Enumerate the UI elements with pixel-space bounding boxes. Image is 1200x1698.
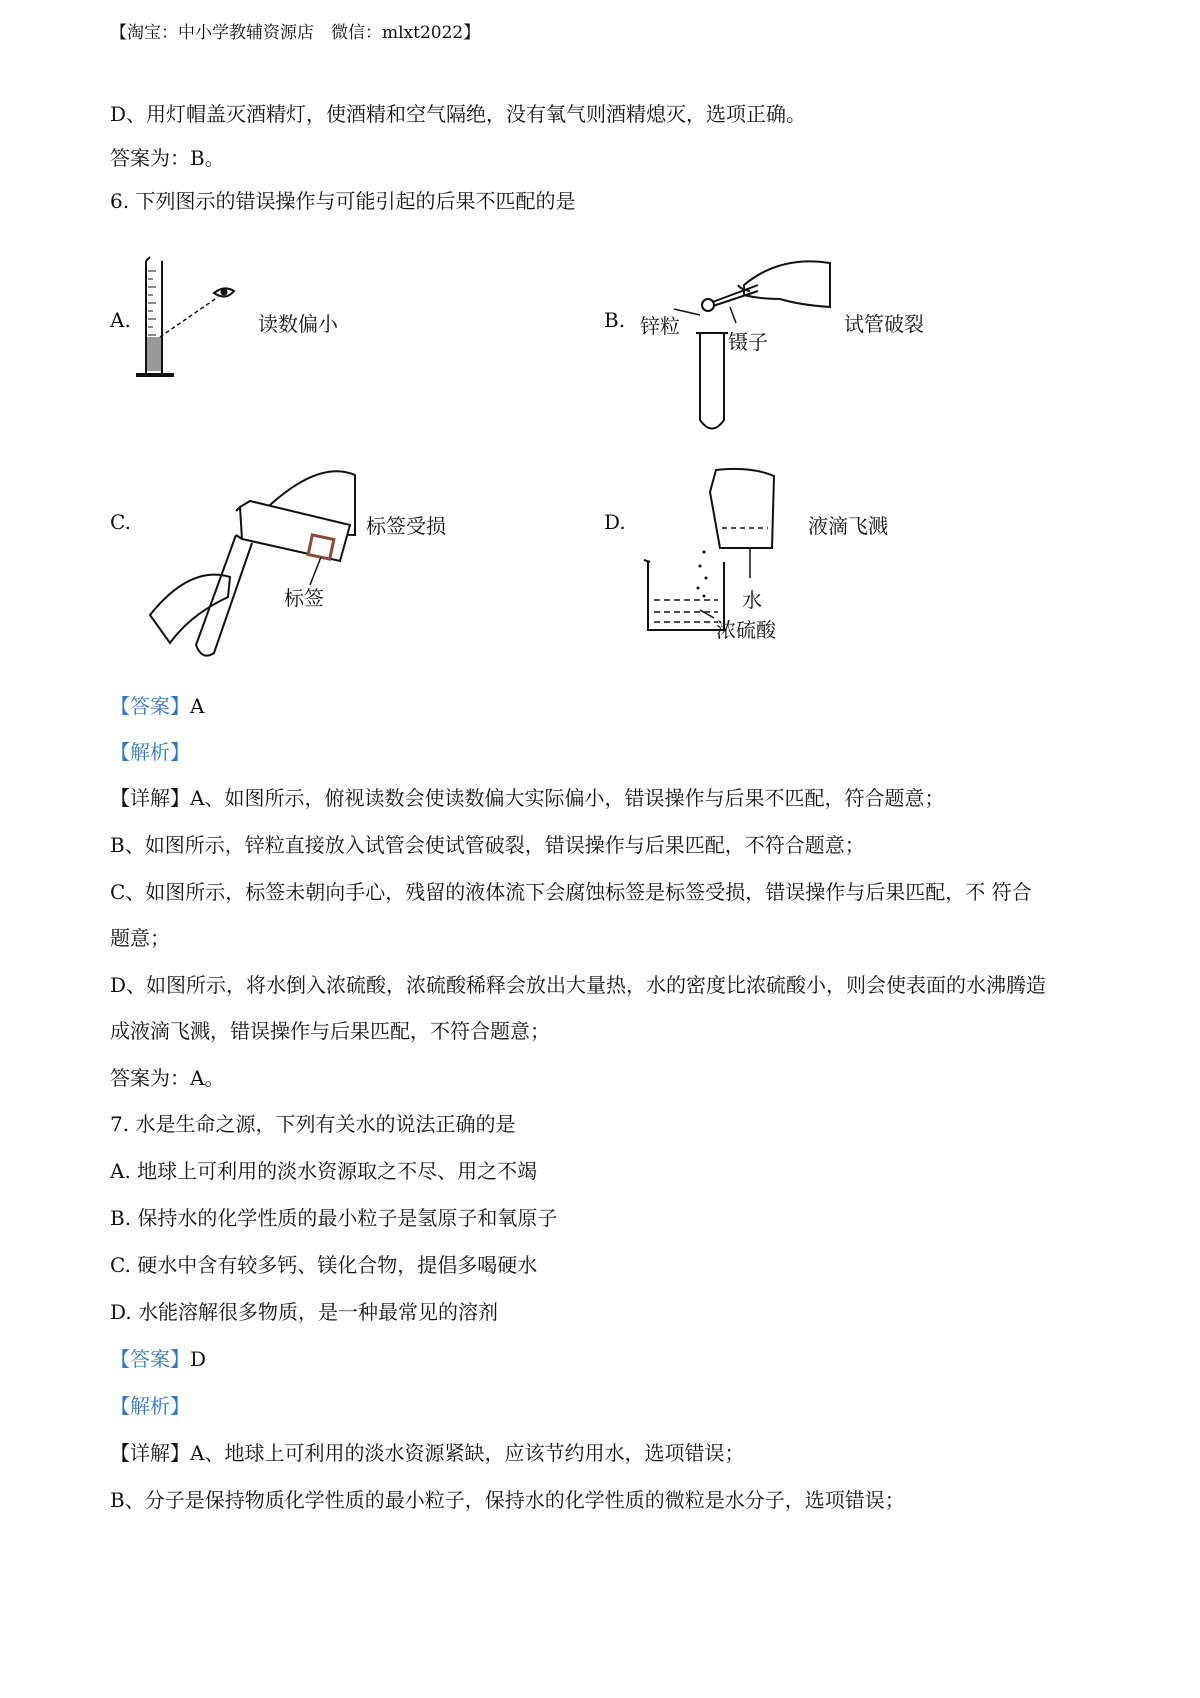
q7-detail-a: 【详解】A、地球上可利用的淡水资源紧缺，应该节约用水，选项错误； (110, 1441, 745, 1465)
q6-option-b-letter: B. (604, 308, 626, 332)
q6-detail-b: B、如图所示，锌粒直接放入试管会使试管破裂，错误操作与后果匹配，不符合题意； (110, 833, 865, 857)
q7-stem: 7. 水是生命之源，下列有关水的说法正确的是 (110, 1112, 516, 1136)
q7-answer (110, 1343, 206, 1372)
q6-option-d-caption: 液滴飞溅 (808, 514, 888, 538)
label-tag-icon (308, 535, 334, 559)
beaker-icon (644, 560, 724, 630)
graduated-cylinder-figure (130, 255, 240, 385)
q5-option-d-explanation: D、用灯帽盖灭酒精灯，使酒精和空气隔绝，没有氧气则酒精熄灭，选项正确。 (110, 102, 807, 126)
concentrated-sulfuric-acid-label: 浓硫酸 (716, 618, 776, 642)
q6-detail-c-line2: 题意； (110, 926, 170, 950)
eye-icon (214, 288, 234, 296)
water-label: 水 (742, 588, 762, 612)
hand-icon (738, 261, 830, 307)
header-note: 【淘宝：中小学教辅资源店 微信：mlxt2022】 (110, 23, 481, 43)
q6-detail-a: 【详解】A、如图所示，俯视读数会使读数偏大实际偏小，错误操作与后果不匹配，符合题意； (110, 786, 945, 810)
zinc-pellet-icon (702, 299, 714, 311)
q6-answer-line: 答案为：A。 (110, 1066, 225, 1090)
q6-option-c-caption: 标签受损 (366, 514, 446, 538)
q6-option-a-caption: 读数偏小 (258, 312, 338, 336)
q7-detail-b: B、分子是保持物质化学性质的最小粒子，保持水的化学性质的微粒是水分子，选项错误； (110, 1488, 905, 1512)
q7-option-b: B. 保持水的化学性质的最小粒子是氢原子和氧原子 (110, 1206, 558, 1230)
zinc-label: 锌粒 (640, 314, 680, 338)
q6-option-a-letter: A. (110, 308, 131, 332)
q6-detail-d-line1: D、如图所示，将水倒入浓硫酸，浓硫酸稀释会放出大量热，水的密度比浓硫酸小，则会使表面的水沸腾造 (110, 973, 1047, 997)
q7-option-d: D. 水能溶解很多物质，是一种最常见的溶剂 (110, 1300, 499, 1324)
q6-option-d-letter: D. (604, 510, 626, 534)
q6-stem: 6. 下列图示的错误操作与可能引起的后果不匹配的是 (110, 189, 576, 213)
cup-icon (710, 469, 774, 548)
q6-detail-c-line1: C、如图所示，标签未朝向手心，残留的液体流下会腐蚀标签是标签受损，错误操作与后果匹配，不 符合 (110, 880, 1032, 904)
q7-answer-tag: 【答案】 (110, 1347, 190, 1371)
q6-answer-tag: 【答案】 (110, 694, 190, 718)
q6-analysis-tag: 【解析】 (110, 740, 190, 764)
q6-detail-d-line2: 成液滴飞溅，错误操作与后果匹配，不符合题意； (110, 1019, 550, 1043)
tweezers-label: 镊子 (728, 330, 768, 354)
q6-answer (110, 690, 204, 719)
tag-label: 标签 (284, 586, 324, 610)
q7-option-a: A. 地球上可利用的淡水资源取之不尽、用之不竭 (110, 1159, 538, 1183)
q7-option-c: C. 硬水中含有较多钙、镁化合物，提倡多喝硬水 (110, 1253, 538, 1277)
q5-answer-line: 答案为：B。 (110, 146, 225, 170)
pouring-liquid-figure (150, 465, 360, 665)
q6-option-b-caption: 试管破裂 (844, 312, 924, 336)
q6-answer-value: A (190, 694, 205, 718)
q6-option-c-letter: C. (110, 510, 131, 534)
q7-analysis-tag: 【解析】 (110, 1394, 190, 1418)
q7-answer-value: D (190, 1347, 207, 1371)
